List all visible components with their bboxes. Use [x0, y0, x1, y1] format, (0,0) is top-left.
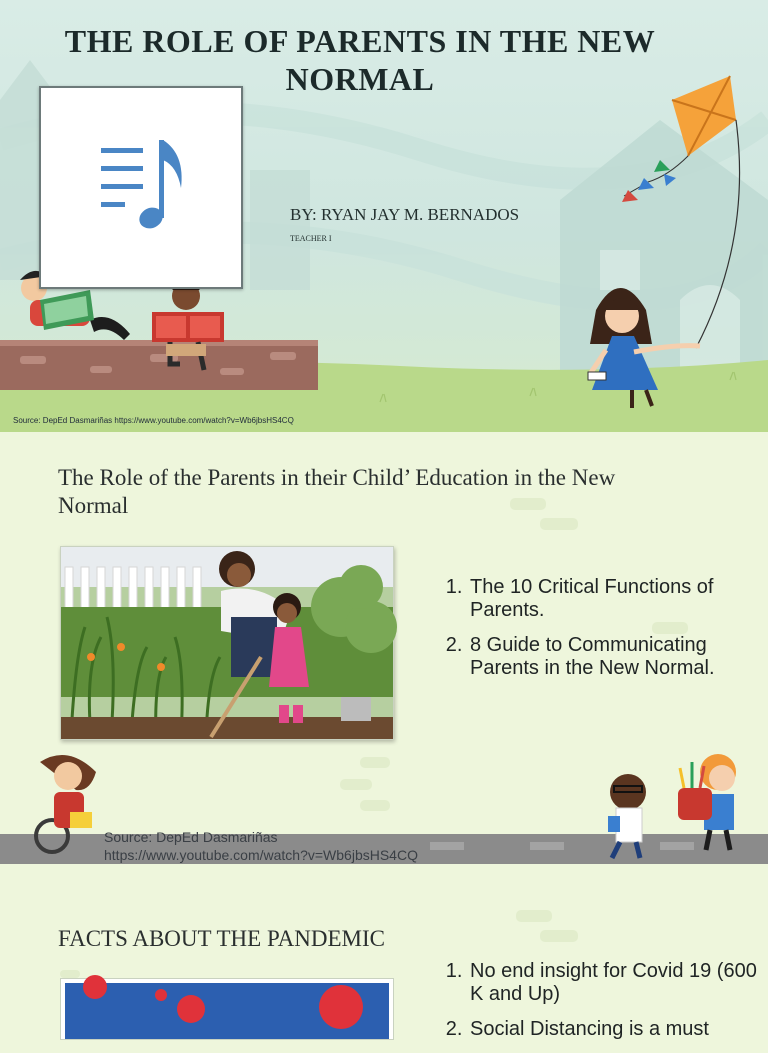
- garden-photo-illustration: [61, 547, 393, 739]
- parent-child-garden-photo: [60, 546, 394, 740]
- list-item: 1. The 10 Critical Functions of Parents.: [468, 576, 768, 622]
- slide-title: THE ROLE OF PARENTS IN THE NEW NORMAL: [64, 23, 656, 97]
- title-slide: [0, 0, 768, 432]
- audio-note-icon: [41, 88, 241, 287]
- list-item: 2. Social Distancing is a must: [468, 1018, 768, 1041]
- slide-heading: FACTS ABOUT THE PANDEMIC: [58, 926, 385, 951]
- functions-list: [446, 576, 768, 692]
- slide-heading: The Role of the Parents in their Child’ Education in the New Normal: [58, 465, 616, 518]
- source-link[interactable]: https://www.youtube.com/watch?v=Wb6jbsHS4CQ: [104, 847, 418, 863]
- audio-media-placeholder[interactable]: [39, 86, 243, 289]
- source-line: Source: DepEd Dasmariñas: [104, 829, 278, 845]
- author-name: BY: RYAN JAY M. BERNADOS: [290, 205, 520, 224]
- facts-list: [446, 960, 768, 1053]
- content-slide-facts: [0, 864, 768, 1040]
- source-caption: Source: DepEd Dasmariñas https://www.youtube.com/watch?v=Wb6jbsHS4CQ: [13, 416, 294, 425]
- content-slide-role: [0, 432, 768, 864]
- author-role: TEACHER I: [290, 234, 332, 243]
- virus-photo-illustration: [61, 979, 393, 1039]
- list-item: 2. 8 Guide to Communicating Parents in the New Normal.: [468, 634, 768, 680]
- source-caption: [104, 828, 418, 864]
- virus-photo: [60, 978, 394, 1040]
- list-item: 1. No end insight for Covid 19 (600 K and Up): [468, 960, 768, 1006]
